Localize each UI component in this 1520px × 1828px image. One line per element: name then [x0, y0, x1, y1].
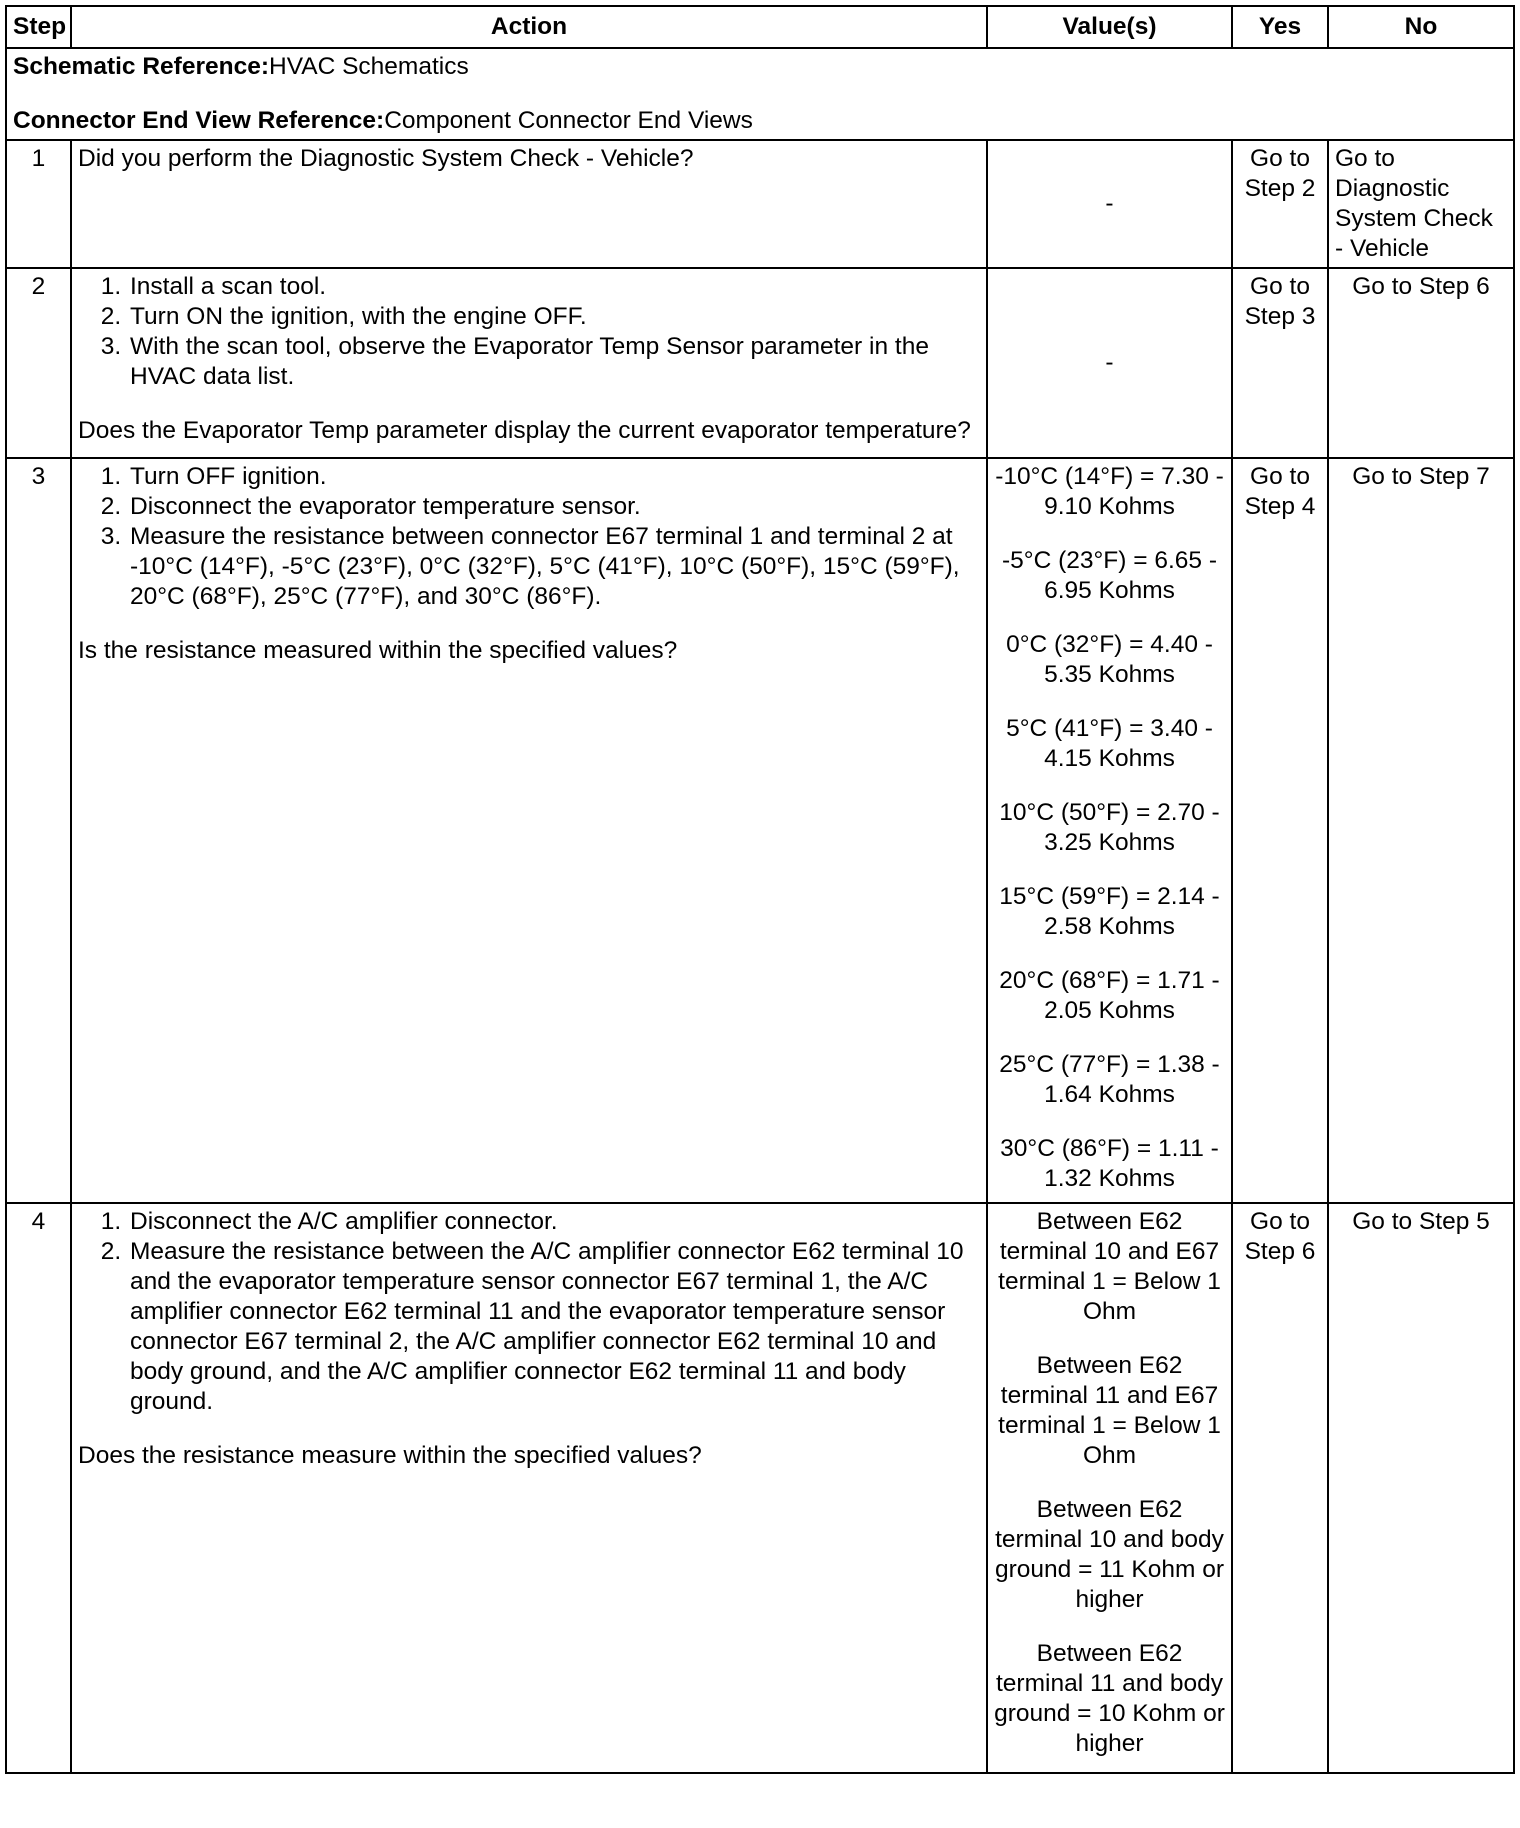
list-item: 1. Turn OFF ignition. — [128, 462, 980, 492]
value-cell — [987, 458, 1232, 1203]
yes-link[interactable]: Go to Step 2 — [1232, 140, 1328, 268]
schematic-reference — [13, 52, 1507, 82]
value-spec: -5°C (23°F) = 6.65 - 6.95 Kohms — [1002, 547, 1217, 604]
action-list — [78, 462, 980, 612]
action-question: Does the Evaporator Temp parameter display the current evaporator temperature? — [78, 417, 971, 444]
header-yes: Yes — [1232, 6, 1328, 48]
value-cell: - — [987, 140, 1232, 268]
diagnostic-table — [5, 5, 1515, 1774]
connector-reference — [13, 106, 1507, 136]
yes-link[interactable]: Go to Step 6 — [1232, 1203, 1328, 1773]
value-spec: 0°C (32°F) = 4.40 - 5.35 Kohms — [1006, 631, 1213, 688]
diagnostic-table-container — [5, 5, 1515, 1774]
value-spec: Between E62 terminal 11 and E67 terminal 1 = Below 1 Ohm — [998, 1352, 1221, 1469]
table-row-step-3 — [6, 458, 1514, 1203]
value-spec: 15°C (59°F) = 2.14 - 2.58 Kohms — [999, 883, 1220, 940]
list-item: 2. Measure the resistance between the A/C amplifier connector E62 terminal 10 and the evaporator temperature sensor connector E67 terminal 1, the A/C amplifier connector E62 terminal 11 and the evaporator temperature sensor connector E67 terminal 2, the A/C amplifier connector E62 terminal 10 and body ground, and the A/C amplifier connector E62 terminal 11 and body ground. — [128, 1237, 980, 1417]
value-spec: 5°C (41°F) = 3.40 - 4.15 Kohms — [1006, 715, 1213, 772]
action-cell — [71, 458, 987, 1203]
value-spec: Between E62 terminal 11 and body ground = 10 Kohm or higher — [994, 1640, 1225, 1757]
action-list — [78, 272, 980, 392]
header-action: Action — [71, 6, 987, 48]
list-item: 2. Turn ON the ignition, with the engine OFF. — [128, 302, 980, 332]
list-item: 3. With the scan tool, observe the Evaporator Temp Sensor parameter in the HVAC data list. — [128, 332, 980, 392]
step-number: 1 — [6, 140, 71, 268]
schematic-reference-label: Schematic Reference: — [13, 53, 270, 80]
list-item: 1. Disconnect the A/C amplifier connector. — [128, 1207, 980, 1237]
value-spec: Between E62 terminal 10 and E67 terminal 1 = Below 1 Ohm — [998, 1208, 1221, 1325]
header-values: Value(s) — [987, 6, 1232, 48]
value-spec: -10°C (14°F) = 7.30 - 9.10 Kohms — [995, 463, 1224, 520]
header-step: Step — [6, 6, 71, 48]
action-cell — [71, 1203, 987, 1773]
value-spec: 25°C (77°F) = 1.38 - 1.64 Kohms — [999, 1051, 1220, 1108]
list-item: 3. Measure the resistance between connector E67 terminal 1 and terminal 2 at -10°C (14°F), -5°C (23°F), 0°C (32°F), 5°C (41°F), 10°C (50°F), 15°C (59°F), 20°C (68°F), 25°C (77°F), and 30°C (86°F). — [128, 522, 980, 612]
yes-link[interactable]: Go to Step 4 — [1232, 458, 1328, 1203]
value-cell — [987, 1203, 1232, 1773]
value-spec: 30°C (86°F) = 1.11 - 1.32 Kohms — [1000, 1135, 1219, 1192]
value-spec: 20°C (68°F) = 1.71 - 2.05 Kohms — [999, 967, 1220, 1024]
list-item: 1. Install a scan tool. — [128, 272, 980, 302]
action-list — [78, 1207, 980, 1417]
action-cell — [71, 268, 987, 458]
no-link[interactable]: Go to Step 6 — [1328, 268, 1514, 458]
step-number: 2 — [6, 268, 71, 458]
table-row-step-4 — [6, 1203, 1514, 1773]
yes-link[interactable]: Go to Step 3 — [1232, 268, 1328, 458]
table-row-step-2 — [6, 268, 1514, 458]
no-link[interactable]: Go to Step 5 — [1328, 1203, 1514, 1773]
action-cell — [71, 140, 987, 268]
step-number: 3 — [6, 458, 71, 1203]
value-cell: - — [987, 268, 1232, 458]
connector-reference-link[interactable]: Component Connector End Views — [384, 107, 753, 134]
action-question: Is the resistance measured within the specified values? — [78, 637, 678, 664]
value-spec: 10°C (50°F) = 2.70 - 3.25 Kohms — [999, 799, 1220, 856]
table-row-step-1 — [6, 140, 1514, 268]
reference-row — [6, 48, 1514, 140]
reference-cell — [6, 48, 1514, 140]
list-item: 2. Disconnect the evaporator temperature sensor. — [128, 492, 980, 522]
no-link[interactable]: Go to Step 7 — [1328, 458, 1514, 1203]
header-row — [6, 6, 1514, 48]
schematic-reference-link[interactable]: HVAC Schematics — [269, 53, 469, 80]
action-question: Did you perform the Diagnostic System Check - Vehicle? — [78, 145, 694, 172]
no-link[interactable]: Go to Diagnostic System Check - Vehicle — [1328, 140, 1514, 268]
action-question: Does the resistance measure within the specified values? — [78, 1442, 702, 1469]
header-no: No — [1328, 6, 1514, 48]
connector-reference-label: Connector End View Reference: — [13, 107, 385, 134]
value-spec: Between E62 terminal 10 and body ground = 11 Kohm or higher — [994, 1496, 1225, 1613]
step-number: 4 — [6, 1203, 71, 1773]
